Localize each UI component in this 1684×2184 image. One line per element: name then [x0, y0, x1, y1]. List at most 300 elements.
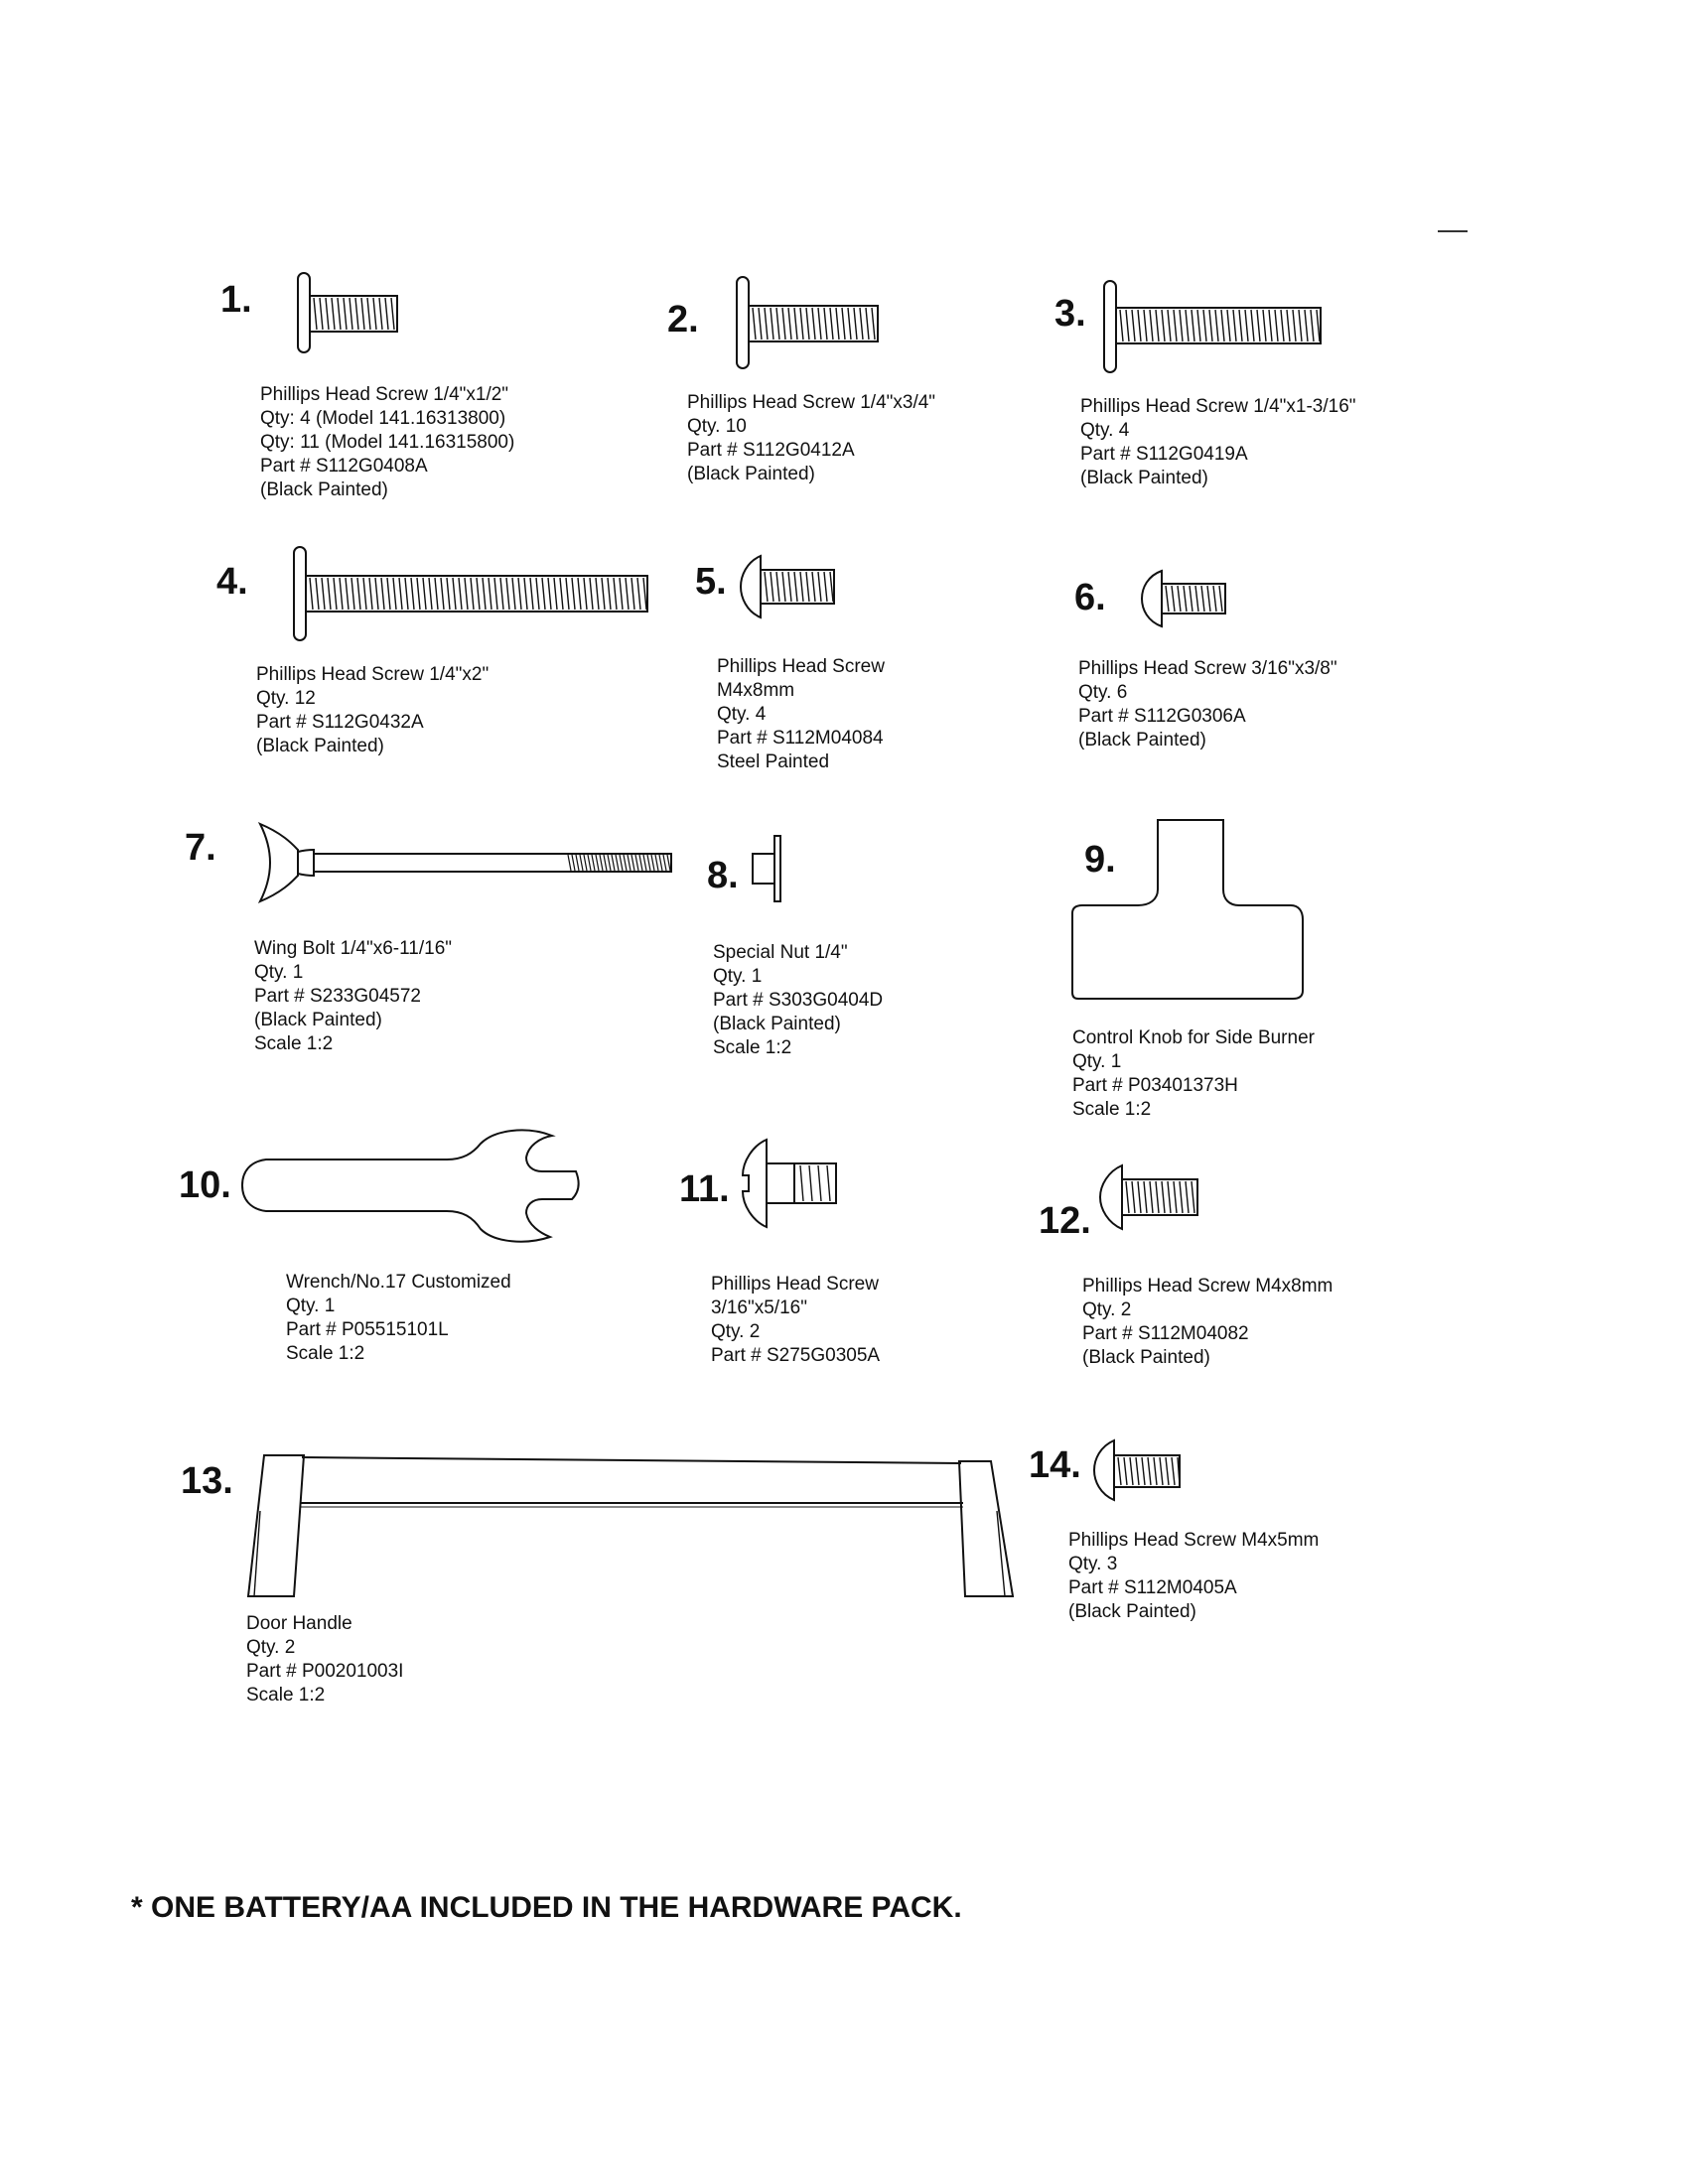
part-14-number: 14. [1029, 1444, 1081, 1486]
thread-line [494, 578, 497, 610]
thread-line [536, 578, 539, 610]
part-12-line: Qty. 2 [1082, 1299, 1132, 1320]
battery-footnote: * ONE BATTERY/AA INCLUDED IN THE HARDWARE PACK. [131, 1891, 962, 1924]
thread-line [830, 572, 833, 602]
thread-line [1162, 310, 1165, 341]
part-3-number: 3. [1054, 293, 1086, 335]
thread-line [620, 855, 623, 871]
thread-line [637, 578, 640, 610]
thread-line [1138, 1181, 1141, 1213]
thread-line [363, 578, 366, 610]
thread-line [1209, 310, 1212, 341]
part-9-line: Part # P03401373H [1072, 1075, 1238, 1096]
part-1-line: Qty: 4 (Model 141.16313800) [260, 408, 506, 429]
thread-line [417, 578, 420, 610]
thread-line [1213, 586, 1216, 612]
thread-line [1215, 310, 1218, 341]
thread-line [391, 298, 394, 330]
part-11-number: 11. [679, 1168, 730, 1210]
thread-line [346, 578, 349, 610]
thread-line [788, 308, 791, 340]
part-12-number: 12. [1039, 1200, 1091, 1242]
part-6-line: Qty. 6 [1078, 682, 1128, 703]
thread-line [1172, 1457, 1175, 1485]
thread-line [1144, 310, 1147, 341]
part-4-line: Phillips Head Screw 1/4"x2" [256, 664, 490, 685]
part-1-line: Qty: 11 (Model 141.16315800) [260, 432, 515, 453]
thread-line [663, 855, 666, 871]
thread-line [759, 308, 762, 340]
part-7-line: (Black Painted) [254, 1010, 382, 1030]
part-14-description [1068, 1529, 1319, 1624]
part-3-line: Qty. 4 [1080, 420, 1130, 441]
part-6-description [1078, 657, 1337, 752]
thread-line [776, 572, 779, 602]
thread-line [765, 572, 768, 602]
thread-line [506, 578, 509, 610]
part-1-line: Phillips Head Screw 1/4"x1/2" [260, 384, 509, 405]
thread-line [1293, 310, 1296, 341]
thread-line [1219, 586, 1222, 612]
thread-line [1148, 1457, 1151, 1485]
thread-line [1154, 1457, 1157, 1485]
thread-line [471, 578, 474, 610]
thread-line [1201, 586, 1204, 612]
special-nut-icon [749, 832, 784, 905]
thread-line [818, 1165, 821, 1201]
thread-line [1156, 1181, 1159, 1213]
thread-line [554, 578, 557, 610]
thread-line [635, 855, 638, 871]
thread-line [584, 578, 587, 610]
thread-line [423, 578, 426, 610]
part-13-description [246, 1612, 403, 1707]
thread-line [1197, 310, 1200, 341]
part-2-line: Part # S112G0412A [687, 440, 855, 461]
thread-line [1126, 310, 1129, 341]
part-13-number: 13. [181, 1460, 233, 1502]
thread-line [614, 578, 617, 610]
thread-line [357, 578, 360, 610]
thread-line [566, 578, 569, 610]
flat-head-screw-icon [1102, 278, 1327, 375]
thread-line [753, 308, 756, 340]
part-13-line: Part # P00201003I [246, 1661, 404, 1682]
thread-line [1124, 1457, 1127, 1485]
part-7-line: Scale 1:2 [254, 1033, 334, 1054]
wrench-icon [238, 1126, 582, 1247]
thread-line [771, 572, 773, 602]
door-handle-icon [244, 1451, 1019, 1600]
thread-line [530, 578, 533, 610]
part-5-number: 5. [695, 561, 727, 603]
part-9-line: Scale 1:2 [1072, 1099, 1152, 1120]
thread-line [361, 298, 364, 330]
part-5-line: Qty. 4 [717, 704, 767, 725]
part-5-line: Steel Painted [717, 751, 830, 772]
thread-line [1144, 1181, 1147, 1213]
thread-line [602, 578, 605, 610]
thread-line [326, 298, 329, 330]
thread-line [578, 578, 581, 610]
part-2-number: 2. [667, 299, 699, 341]
thread-line [818, 572, 821, 602]
thread-line [1281, 310, 1284, 341]
thread-line [447, 578, 450, 610]
part-7-line: Wing Bolt 1/4"x6-11/16" [254, 938, 453, 959]
part-2-description [687, 391, 935, 486]
thread-line [1257, 310, 1260, 341]
thread-line [616, 855, 619, 871]
part-9-line: Qty. 1 [1072, 1051, 1122, 1072]
thread-line [818, 308, 821, 340]
thread-line [459, 578, 462, 610]
part-5-line: Phillips Head Screw [717, 656, 885, 677]
part-3-line: (Black Painted) [1080, 468, 1208, 488]
thread-line [316, 578, 319, 610]
round-head-screw-icon [739, 552, 840, 621]
part-11-line: Part # S275G0305A [711, 1345, 881, 1366]
thread-line [340, 578, 343, 610]
part-9-description [1072, 1026, 1315, 1122]
thread-line [1156, 310, 1159, 341]
thread-line [643, 855, 646, 871]
thread-line [659, 855, 662, 871]
part-3-description [1080, 395, 1356, 490]
part-14-line: Qty. 3 [1068, 1554, 1118, 1574]
thread-line [453, 578, 456, 610]
part-10-line: Part # P05515101L [286, 1319, 449, 1340]
part-6-number: 6. [1074, 577, 1106, 618]
thread-line [1195, 586, 1198, 612]
part-10-line: Qty. 1 [286, 1296, 336, 1316]
thread-line [379, 298, 382, 330]
part-4-line: Part # S112G0432A [256, 712, 424, 733]
thread-line [314, 298, 317, 330]
thread-line [651, 855, 654, 871]
part-5-line: Part # S112M04084 [717, 728, 884, 749]
thread-line [512, 578, 515, 610]
thread-line [776, 308, 779, 340]
thread-line [1239, 310, 1242, 341]
part-9-line: Control Knob for Side Burner [1072, 1027, 1315, 1048]
part-12-line: Phillips Head Screw M4x8mm [1082, 1276, 1333, 1297]
thread-line [338, 298, 341, 330]
part-10-line: Wrench/No.17 Customized [286, 1272, 511, 1293]
thread-line [350, 298, 352, 330]
control-knob-icon [1068, 816, 1307, 1001]
part-11-description [711, 1273, 880, 1368]
round-head-screw-icon [1092, 1437, 1186, 1503]
part-11-line: 3/16"x5/16" [711, 1297, 807, 1318]
thread-line [1192, 1181, 1194, 1213]
thread-line [369, 578, 372, 610]
thread-line [580, 855, 583, 871]
part-11-line: Qty. 2 [711, 1321, 761, 1342]
thread-line [310, 578, 313, 610]
thread-line [375, 578, 378, 610]
thread-line [1138, 310, 1141, 341]
part-1-number: 1. [220, 279, 252, 321]
thread-line [1142, 1457, 1145, 1485]
thread-line [1287, 310, 1290, 341]
thread-line [848, 308, 851, 340]
part-6-line: (Black Painted) [1078, 730, 1206, 751]
part-11-line: Phillips Head Screw [711, 1274, 879, 1295]
thread-line [1168, 310, 1171, 341]
part-2-line: Qty. 10 [687, 416, 747, 437]
thread-line [1275, 310, 1278, 341]
part-5-line: M4x8mm [717, 680, 795, 701]
part-10-number: 10. [179, 1164, 231, 1206]
thread-line [576, 855, 579, 871]
thread-line [1162, 1181, 1165, 1213]
thread-line [1203, 310, 1206, 341]
flat-head-screw-icon [292, 544, 653, 643]
thread-line [1150, 1181, 1153, 1213]
thread-line [824, 572, 827, 602]
part-1-line: Part # S112G0408A [260, 456, 428, 477]
part-10-line: Scale 1:2 [286, 1343, 365, 1364]
thread-line [1168, 1181, 1171, 1213]
thread-line [1233, 310, 1236, 341]
thread-line [1186, 1181, 1189, 1213]
thread-line [1130, 1457, 1133, 1485]
thread-line [592, 855, 595, 871]
part-8-line: Part # S303G0404D [713, 990, 884, 1011]
thread-line [465, 578, 468, 610]
thread-line [542, 578, 545, 610]
thread-line [1174, 310, 1177, 341]
thread-line [788, 572, 791, 602]
thread-line [628, 855, 631, 871]
thread-line [1227, 310, 1230, 341]
thread-line [322, 578, 325, 610]
thread-line [1269, 310, 1272, 341]
thread-line [572, 855, 575, 871]
part-13-line: Qty. 2 [246, 1637, 296, 1658]
part-12-description [1082, 1275, 1333, 1370]
thread-line [405, 578, 408, 610]
thread-line [632, 855, 634, 871]
part-4-description [256, 663, 489, 758]
thread-line [429, 578, 432, 610]
thread-line [568, 855, 571, 871]
part-7-number: 7. [185, 827, 216, 869]
thread-line [334, 578, 337, 610]
thread-line [320, 298, 323, 330]
thread-line [596, 578, 599, 610]
thread-line [477, 578, 480, 610]
thread-line [385, 298, 388, 330]
thread-line [655, 855, 658, 871]
thread-line [588, 855, 591, 871]
thread-line [381, 578, 384, 610]
part-14-line: (Black Painted) [1068, 1601, 1196, 1622]
part-2-line: (Black Painted) [687, 464, 815, 484]
thread-line [806, 308, 809, 340]
thread-line [624, 855, 627, 871]
thread-line [1180, 310, 1183, 341]
thread-line [812, 308, 815, 340]
flat-head-screw-icon [296, 270, 405, 355]
round-head-screw-icon [739, 1136, 842, 1231]
thread-line [626, 578, 629, 610]
thread-line [435, 578, 438, 610]
part-1-description [260, 383, 514, 502]
part-8-number: 8. [707, 855, 739, 896]
thread-line [1126, 1181, 1129, 1213]
thread-line [1150, 310, 1153, 341]
part-4-line: (Black Painted) [256, 736, 384, 756]
thread-line [548, 578, 551, 610]
thread-line [608, 578, 611, 610]
thread-line [1311, 310, 1314, 341]
thread-line [411, 578, 414, 610]
part-3-line: Phillips Head Screw 1/4"x1-3/16" [1080, 396, 1356, 417]
thread-line [608, 855, 611, 871]
part-6-line: Phillips Head Screw 3/16"x3/8" [1078, 658, 1337, 679]
round-head-screw-icon [1140, 568, 1231, 629]
wing-bolt-icon [254, 816, 675, 909]
thread-line [860, 308, 863, 340]
part-13-line: Door Handle [246, 1613, 352, 1634]
part-6-line: Part # S112G0306A [1078, 706, 1246, 727]
part-9-number: 9. [1084, 839, 1116, 881]
thread-line [1120, 310, 1123, 341]
thread-line [1166, 1457, 1169, 1485]
thread-line [399, 578, 402, 610]
thread-line [782, 572, 785, 602]
thread-line [632, 578, 634, 610]
thread-line [782, 308, 785, 340]
thread-line [830, 308, 833, 340]
thread-line [604, 855, 607, 871]
thread-line [596, 855, 599, 871]
thread-line [1160, 1457, 1163, 1485]
thread-line [812, 572, 815, 602]
thread-line [1174, 1181, 1177, 1213]
part-5-description [717, 655, 885, 774]
thread-line [328, 578, 331, 610]
thread-line [1178, 586, 1181, 612]
part-8-description [713, 941, 883, 1060]
thread-line [872, 308, 875, 340]
thread-line [1263, 310, 1266, 341]
thread-line [771, 308, 773, 340]
thread-line [355, 298, 358, 330]
thread-line [800, 572, 803, 602]
part-8-line: Scale 1:2 [713, 1037, 792, 1058]
thread-line [1299, 310, 1302, 341]
thread-line [827, 1165, 830, 1201]
thread-line [612, 855, 615, 871]
thread-line [387, 578, 390, 610]
part-7-line: Part # S233G04572 [254, 986, 421, 1007]
part-8-line: Special Nut 1/4" [713, 942, 848, 963]
part-8-line: (Black Painted) [713, 1014, 841, 1034]
part-13-line: Scale 1:2 [246, 1685, 326, 1706]
thread-line [1172, 586, 1175, 612]
thread-line [842, 308, 845, 340]
thread-line [824, 308, 827, 340]
part-10-description [286, 1271, 511, 1366]
thread-line [794, 572, 797, 602]
thread-line [524, 578, 527, 610]
thread-line [1190, 586, 1193, 612]
thread-line [344, 298, 347, 330]
thread-line [441, 578, 444, 610]
part-4-number: 4. [216, 561, 248, 603]
thread-line [393, 578, 396, 610]
part-7-description [254, 937, 452, 1056]
thread-line [1207, 586, 1210, 612]
thread-line [1118, 1457, 1121, 1485]
thread-line [1180, 1181, 1183, 1213]
thread-line [332, 298, 335, 330]
thread-line [1192, 310, 1194, 341]
part-4-line: Qty. 12 [256, 688, 316, 709]
thread-line [1132, 1181, 1135, 1213]
thread-line [1251, 310, 1254, 341]
thread-line [1221, 310, 1224, 341]
thread-line [643, 578, 646, 610]
thread-line [489, 578, 491, 610]
thread-line [1132, 310, 1135, 341]
part-3-line: Part # S112G0419A [1080, 444, 1248, 465]
flat-head-screw-icon [735, 274, 884, 371]
part-12-line: (Black Painted) [1082, 1347, 1210, 1368]
part-14-line: Part # S112M0405A [1068, 1577, 1237, 1598]
thread-line [1184, 586, 1187, 612]
thread-line [373, 298, 376, 330]
thread-line [800, 308, 803, 340]
thread-line [1166, 586, 1169, 612]
thread-line [1317, 310, 1320, 341]
thread-line [800, 1165, 803, 1201]
part-8-line: Qty. 1 [713, 966, 763, 987]
thread-line [836, 308, 839, 340]
thread-line [584, 855, 587, 871]
thread-line [1136, 1457, 1139, 1485]
thread-line [809, 1165, 812, 1201]
thread-line [765, 308, 768, 340]
thread-line [1186, 310, 1189, 341]
thread-line [572, 578, 575, 610]
margin-dash [1438, 230, 1468, 232]
thread-line [639, 855, 642, 871]
thread-line [620, 578, 623, 610]
thread-line [647, 855, 650, 871]
part-12-line: Part # S112M04082 [1082, 1323, 1249, 1344]
thread-line [483, 578, 486, 610]
round-head-screw-icon [1098, 1161, 1203, 1233]
thread-line [794, 308, 797, 340]
thread-line [518, 578, 521, 610]
thread-line [367, 298, 370, 330]
thread-line [806, 572, 809, 602]
thread-line [590, 578, 593, 610]
part-2-line: Phillips Head Screw 1/4"x3/4" [687, 392, 936, 413]
thread-line [854, 308, 857, 340]
part-7-line: Qty. 1 [254, 962, 304, 983]
thread-line [351, 578, 354, 610]
thread-line [866, 308, 869, 340]
thread-line [600, 855, 603, 871]
thread-line [1245, 310, 1248, 341]
thread-line [560, 578, 563, 610]
part-1-line: (Black Painted) [260, 479, 388, 500]
